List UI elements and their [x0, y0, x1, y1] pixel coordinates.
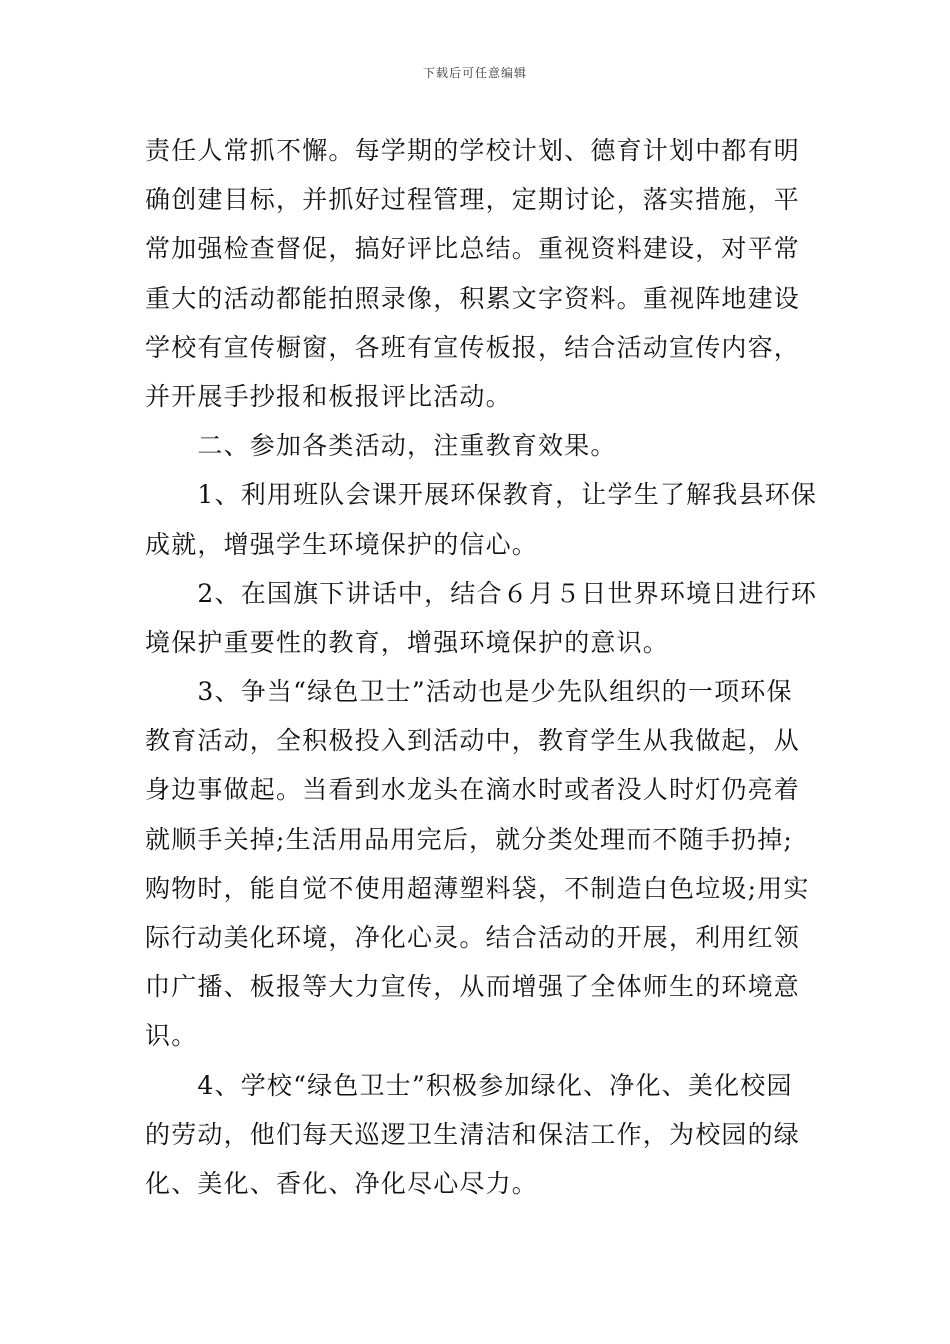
text-line: 的劳动，他们每天巡逻卫生清洁和保洁工作，为校园的绿 — [145, 1119, 801, 1149]
text-line: 际行动美化环境，净化心灵。结合活动的开展，利用红领 — [145, 923, 801, 952]
text-line: 成就，增强学生环境保护的信心。 — [145, 529, 539, 559]
text-line: 识。 — [145, 1021, 198, 1051]
text-line: 3、争当“绿色卫士”活动也是少先队组织的一项环保 — [145, 677, 793, 707]
text-line: 就顺手关掉;生活用品用完后，就分类处理而不随手扔掉; — [145, 824, 794, 854]
text-line: 境保护重要性的教育，增强环境保护的意识。 — [145, 627, 670, 657]
text-line: 2、在国旗下讲话中，结合６月５日世界环境日进行环 — [145, 578, 818, 608]
text-line: 巾广播、板报等大力宣传，从而增强了全体师生的环境意 — [145, 972, 801, 1002]
text-line: 教育活动，全积极投入到活动中，教育学生从我做起，从 — [145, 726, 801, 756]
section-heading: 二、参加各类活动，注重教育效果。 — [145, 431, 617, 461]
document-body — [145, 126, 818, 1208]
text-line: 并开展手抄报和板报评比活动。 — [145, 381, 512, 411]
text-line: 学校有宣传橱窗，各班有宣传板报，结合活动宣传内容， — [145, 332, 801, 362]
text-line: 确创建目标，并抓好过程管理，定期讨论，落实措施，平 — [145, 185, 801, 215]
text-line: 1、利用班队会课开展环保教育，让学生了解我县环保 — [145, 480, 818, 510]
text-line: 4、学校“绿色卫士”积极参加绿化、净化、美化校园 — [145, 1070, 793, 1100]
text-line: 化、美化、香化、净化尽心尽力。 — [145, 1168, 539, 1198]
text-line: 责任人常抓不懈。每学期的学校计划、德育计划中都有明 — [145, 136, 801, 165]
text-line: 常加强检查督促，搞好评比总结。重视资料建设，对平常 — [145, 234, 801, 264]
text-line: 购物时，能自觉不使用超薄塑料袋，不制造白色垃圾;用实 — [145, 873, 810, 903]
text-line: 重大的活动都能拍照录像，积累文字资料。重视阵地建设 — [145, 283, 801, 313]
text-line: 身边事做起。当看到水龙头在滴水时或者没人时灯仍亮着 — [145, 775, 801, 805]
page-header: 下载后可任意编辑 — [422, 66, 527, 80]
